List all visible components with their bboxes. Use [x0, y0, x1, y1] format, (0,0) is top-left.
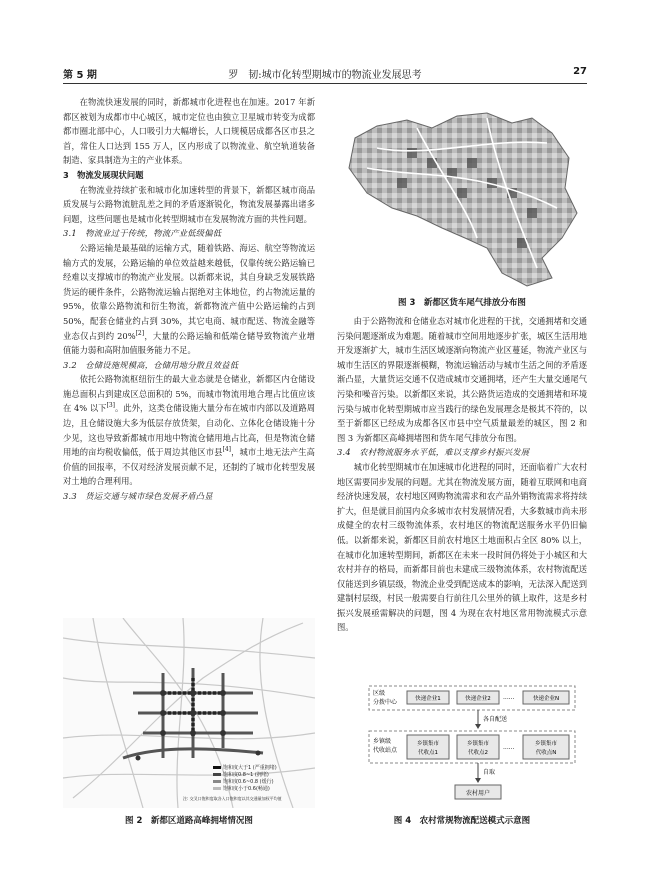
legend-note: 注: 交叉口饱和度取各入口饱和度以其交通量加权平均值	[183, 796, 282, 801]
courier-node: 快递企业N	[532, 696, 560, 702]
paragraph: 在物流快速发展的同时，新都城市化进程也在加速。2017 年新都区被划为成都市中心城区，城市定位也由独立卫星城市转变为成都都市圈北部中心，人口吸引力大幅增长，人口规模居成都各区市县之首，常住人口达到 155 万人，区内形成了以物流业、航空轨道装备制造、家具制造为主的产业体系。	[63, 97, 315, 166]
subsection-heading: 3.4 农村物流服务水平低，难以支撑乡村振兴发展	[337, 447, 530, 458]
paragraph: 由于公路物流和仓储业态对城市化进程的干扰，交通拥堵和交通污染问题逐渐成为难题。随着城市空间用地逐步扩张，城区生活用地开发逐渐扩大，城市生活区域逐渐向物流产业区蔓延，物流产业区与城市生活区的界限逐渐模糊，物流运输活动与城市生活之间的矛盾逐渐凸显，大量货运交通不仅造成城市交通拥堵，还产生大量交通尾气污染和噪音污染。以新都区来说，其公路货运造成的交通拥堵和环境污染与城市化转型期城市应当践行的绿色发展理念是极其不符的，以至于新都区已经成为成都各区市县中空气质量最差的城区，图 2 和图 3 为新都区高峰拥堵图和货车尾气排放分布图。	[337, 316, 587, 443]
figure-3-emission-map	[337, 98, 587, 290]
paragraph: 城市化转型期城市在加速城市化进程的同时，还面临着广大农村地区需要同步发展的问题。尤其在物流发展方面，随着互联网和电商经济快速发展，农村地区网购物流需求和农产品外销物流需求将持续扩大，但是就目前国内众多城市农村发展情况看，大多数城市尚未形成健全的农村三级物流体系，农村地区的物流配送服务水平仍旧偏低。以新都来说，新都区目前农村地区土地面积占全区 80% 以上，在城市化加速转型期间，新都区在未来一段时间仍将处于小城区和大农村并存的格局，而新都目前也未建成三级物流体系，农村物流配送仅能送到乡镇层级，物流企业受到配送成本的影响，无法深入配送到建制村层级，村民一般需要自行前往几公里外的镇上取件，这是乡村振兴发展亟需解决的问题，图 4 为现在农村地区常用物流模式示意图。	[337, 461, 587, 633]
ellipsis: ......	[503, 744, 515, 751]
pickup-node: 代收点N	[535, 750, 557, 756]
user-node: 农村用户	[465, 790, 491, 797]
tier2-label: 代收站点	[373, 747, 398, 754]
figure-2-caption: 图 2 新都区道路高峰拥堵情况图	[125, 816, 253, 826]
pickup-node: 代收点1	[418, 750, 438, 756]
arrow-label: 自取	[483, 769, 496, 776]
pickup-node: 乡镇集市	[416, 741, 440, 747]
citation[interactable]: [4]	[222, 446, 232, 454]
page-number: 27	[573, 66, 587, 77]
paragraph: 公路运输是最基础的运输方式，随着铁路、海运、航空等物流运输方式的发展，公路运输的单位效益越来越低，仅靠传统公路运输已经难以支撑城市的物流产业发展。以新都来说，其自身缺乏发展铁路货运的硬件条件，公路物流运输占据绝对主体地位，约占物流运量的 95%，依靠公路物流和衍生物流，新都物流产值中公路运输约占到 50%，配套仓储业约占到 30%，其它电商、城市配送、物流金融等业态仅占到约 20%[2]，大量的公路运输和低端仓储导致物流产业增值能力弱和高附加值服务能力不足。	[63, 242, 315, 356]
paragraph: 在物流业持续扩张和城市化加速转型的背景下，新都区城市商品质发展与公路物流脏乱差之间的矛盾逐渐锐化，物流发展暴露出诸多问题，这些问题也是城市化转型期城市在发展物流方面的共性问题。	[63, 184, 315, 224]
left-column	[63, 95, 315, 504]
legend-item: 饱和度0.6~0.8 (缓行)	[223, 779, 274, 785]
ellipsis: ......	[503, 694, 515, 701]
citation[interactable]: [2]	[135, 329, 145, 337]
courier-node: 快递企业2	[465, 696, 491, 702]
legend-item: 饱和度大于1 (严重拥堵)	[223, 765, 277, 771]
figure-4-caption: 图 4 农村常规物流配送模式示意图	[393, 816, 531, 826]
paragraph: 依托公路物流枢纽衍生的最大业态就是仓储业，新都区内仓储设施总面积占到建成区总面积的 5%，而城市物流用地合理占比值应该在 4% 以下[3]。此外，这类仓储设施大量分布在城市内部以及道路周边，且仓储设施大多为低层存放货架，自动化、立体化仓储设施十分少见，这也导致新都城市用地中物流仓储用地占比高，但是物流仓储用地的亩均税收偏低，低于周边其他区市县[4]，城市土地无法产生高价值的回报率，不仅对经济发展贡献不足，还制约了城市化转型发展对土地的合理利用。	[63, 374, 315, 487]
citation[interactable]: [3]	[106, 402, 116, 410]
figure-3-caption: 图 3 新都区货车尾气排放分布图	[398, 298, 526, 308]
issue-number: 第 5 期	[63, 70, 97, 81]
running-title: 罗 韧:城市化转型期城市的物流业发展思考	[228, 70, 422, 81]
tier2-label: 乡镇级	[373, 738, 392, 745]
header-rule	[63, 83, 587, 84]
courier-node: 快递企业1	[415, 696, 441, 702]
pickup-node: 乡镇集市	[466, 741, 490, 747]
subsection-heading: 3.3 货运交通与城市绿色发展矛盾凸显	[63, 491, 213, 502]
arrow-label: 各自配送	[483, 716, 508, 723]
subsection-heading: 3.1 物流业过于传统，物流产业低级偏低	[63, 228, 222, 239]
pickup-node: 代收点2	[468, 750, 488, 756]
right-column	[337, 314, 587, 635]
legend-item: 饱和度0.8~1 (拥堵)	[223, 772, 269, 778]
pickup-node: 乡镇集市	[534, 741, 558, 747]
flow-diagram	[367, 684, 577, 810]
emission-map-image	[337, 98, 587, 290]
running-header	[63, 66, 587, 82]
legend-item: 饱和度小于0.6(畅通)	[223, 786, 270, 792]
figure-4-flow-diagram	[367, 684, 577, 810]
tier1-label: 区级	[373, 690, 386, 697]
section-heading: 3 物流发展现状问题	[63, 169, 144, 180]
figure-2-road-map	[63, 618, 315, 808]
tier1-label: 分拨中心	[373, 699, 398, 706]
subsection-heading: 3.2 仓储设施规模高，仓储用地分散且效益低	[63, 359, 239, 370]
road-map-image	[63, 618, 315, 808]
